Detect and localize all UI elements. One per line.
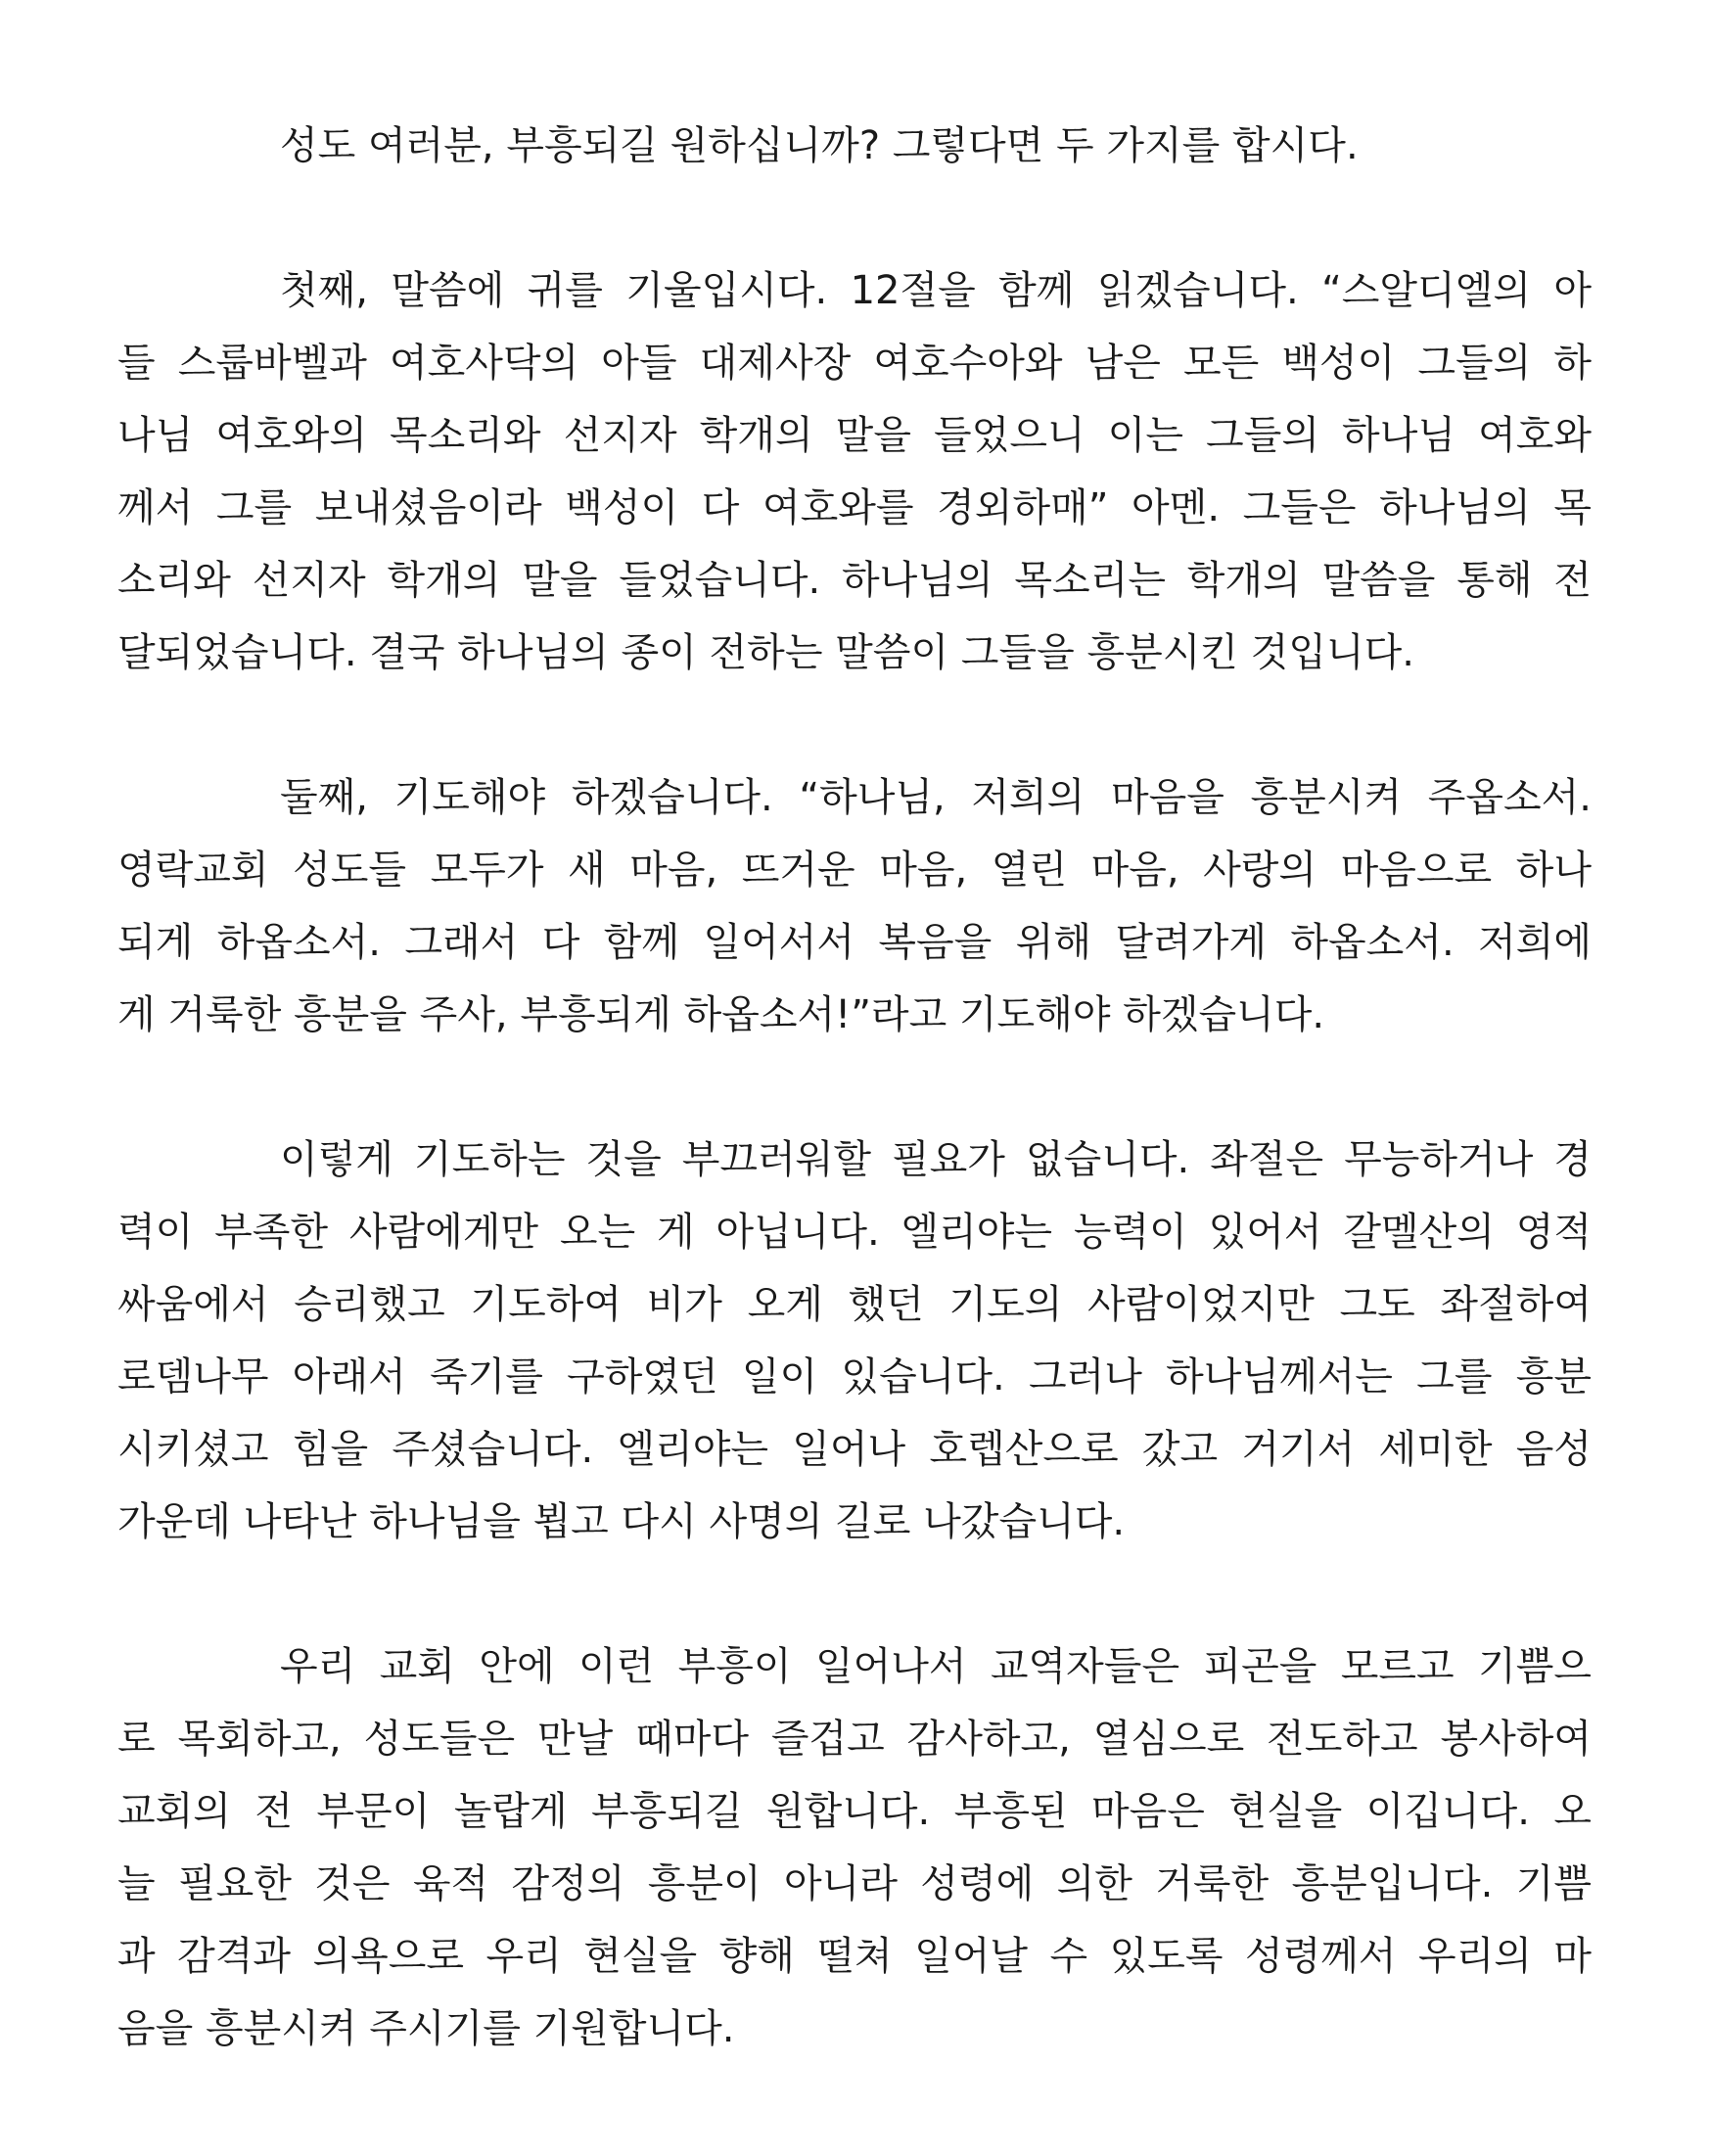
text-line: 로 목회하고, 성도들은 만날 때마다 즐겁고 감사하고, 열심으로 전도하고 봉사하여 <box>117 1717 1592 1762</box>
text-line: 게 거룩한 흥분을 주사, 부흥되게 하옵소서!”라고 기도해야 하겠습니다. <box>117 992 1325 1037</box>
paragraph-intro <box>117 110 1592 182</box>
text-line: 되게 하옵소서. 그래서 다 함께 일어서서 복음을 위해 달려가게 하옵소서. 저희에 <box>117 920 1592 965</box>
text-line: 교회의 전 부문이 놀랍게 부흥되길 원합니다. 부흥된 마음은 현실을 이깁니다. 오 <box>117 1789 1592 1834</box>
text-line: 싸움에서 승리했고 기도하여 비가 오게 했던 기도의 사람이었지만 그도 좌절하여 <box>117 1282 1592 1327</box>
text-line: 달되었습니다. 결국 하나님의 종이 전하는 말씀이 그들을 흥분시킨 것입니다. <box>117 630 1414 675</box>
text-line: 가운데 나타난 하나님을 뵙고 다시 사명의 길로 나갔습니다. <box>117 1499 1126 1544</box>
text-line: 영락교회 성도들 모두가 새 마음, 뜨거운 마음, 열린 마음, 사랑의 마음으로 하나 <box>117 848 1592 893</box>
text-line: 소리와 선지자 학개의 말을 들었습니다. 하나님의 목소리는 학개의 말씀을 통해 전 <box>117 558 1592 603</box>
text-line: 로뎀나무 아래서 죽기를 구하였던 일이 있습니다. 그러나 하나님께서는 그를 흥분 <box>117 1354 1592 1399</box>
text-line: 이렇게 기도하는 것을 부끄러워할 필요가 없습니다. 좌절은 무능하거나 경 <box>280 1137 1592 1182</box>
paragraph-second-point <box>117 761 1592 1051</box>
text-line: 성도 여러분, 부흥되길 원하십니까? 그렇다면 두 가지를 합시다. <box>280 123 1359 168</box>
text-line: 늘 필요한 것은 육적 감정의 흥분이 아니라 성령에 의한 거룩한 흥분입니다. 기쁨 <box>117 1861 1592 1906</box>
text-line: 력이 부족한 사람에게만 오는 게 아닙니다. 엘리야는 능력이 있어서 갈멜산의 영적 <box>117 1210 1592 1255</box>
paragraph-elijah <box>117 1124 1592 1558</box>
text-line: 우리 교회 안에 이런 부흥이 일어나서 교역자들은 피곤을 모르고 기쁨으 <box>280 1644 1592 1689</box>
text-line: 시키셨고 힘을 주셨습니다. 엘리야는 일어나 호렙산으로 갔고 거기서 세미한 음성 <box>117 1427 1592 1472</box>
text-line: 둘째, 기도해야 하겠습니다. “하나님, 저희의 마음을 흥분시켜 주옵소서. <box>280 775 1592 820</box>
text-line: 음을 흥분시켜 주시기를 기원합니다. <box>117 2006 735 2051</box>
paragraph-first-point <box>117 254 1592 689</box>
text-line: 과 감격과 의욕으로 우리 현실을 향해 떨쳐 일어날 수 있도록 성령께서 우리의 마 <box>117 1934 1592 1979</box>
text-line: 첫째, 말씀에 귀를 기울입시다. 12절을 함께 읽겠습니다. “스알디엘의 아 <box>280 268 1592 313</box>
text-line: 들 스룹바벨과 여호사닥의 아들 대제사장 여호수아와 남은 모든 백성이 그들의 하 <box>117 341 1592 386</box>
paragraph-conclusion <box>117 1630 1592 2065</box>
document-page <box>117 110 1592 2065</box>
text-line: 께서 그를 보내셨음이라 백성이 다 여호와를 경외하매” 아멘. 그들은 하나님의 목 <box>117 485 1592 530</box>
text-line: 나님 여호와의 목소리와 선지자 학개의 말을 들었으니 이는 그들의 하나님 여호와 <box>117 413 1592 458</box>
